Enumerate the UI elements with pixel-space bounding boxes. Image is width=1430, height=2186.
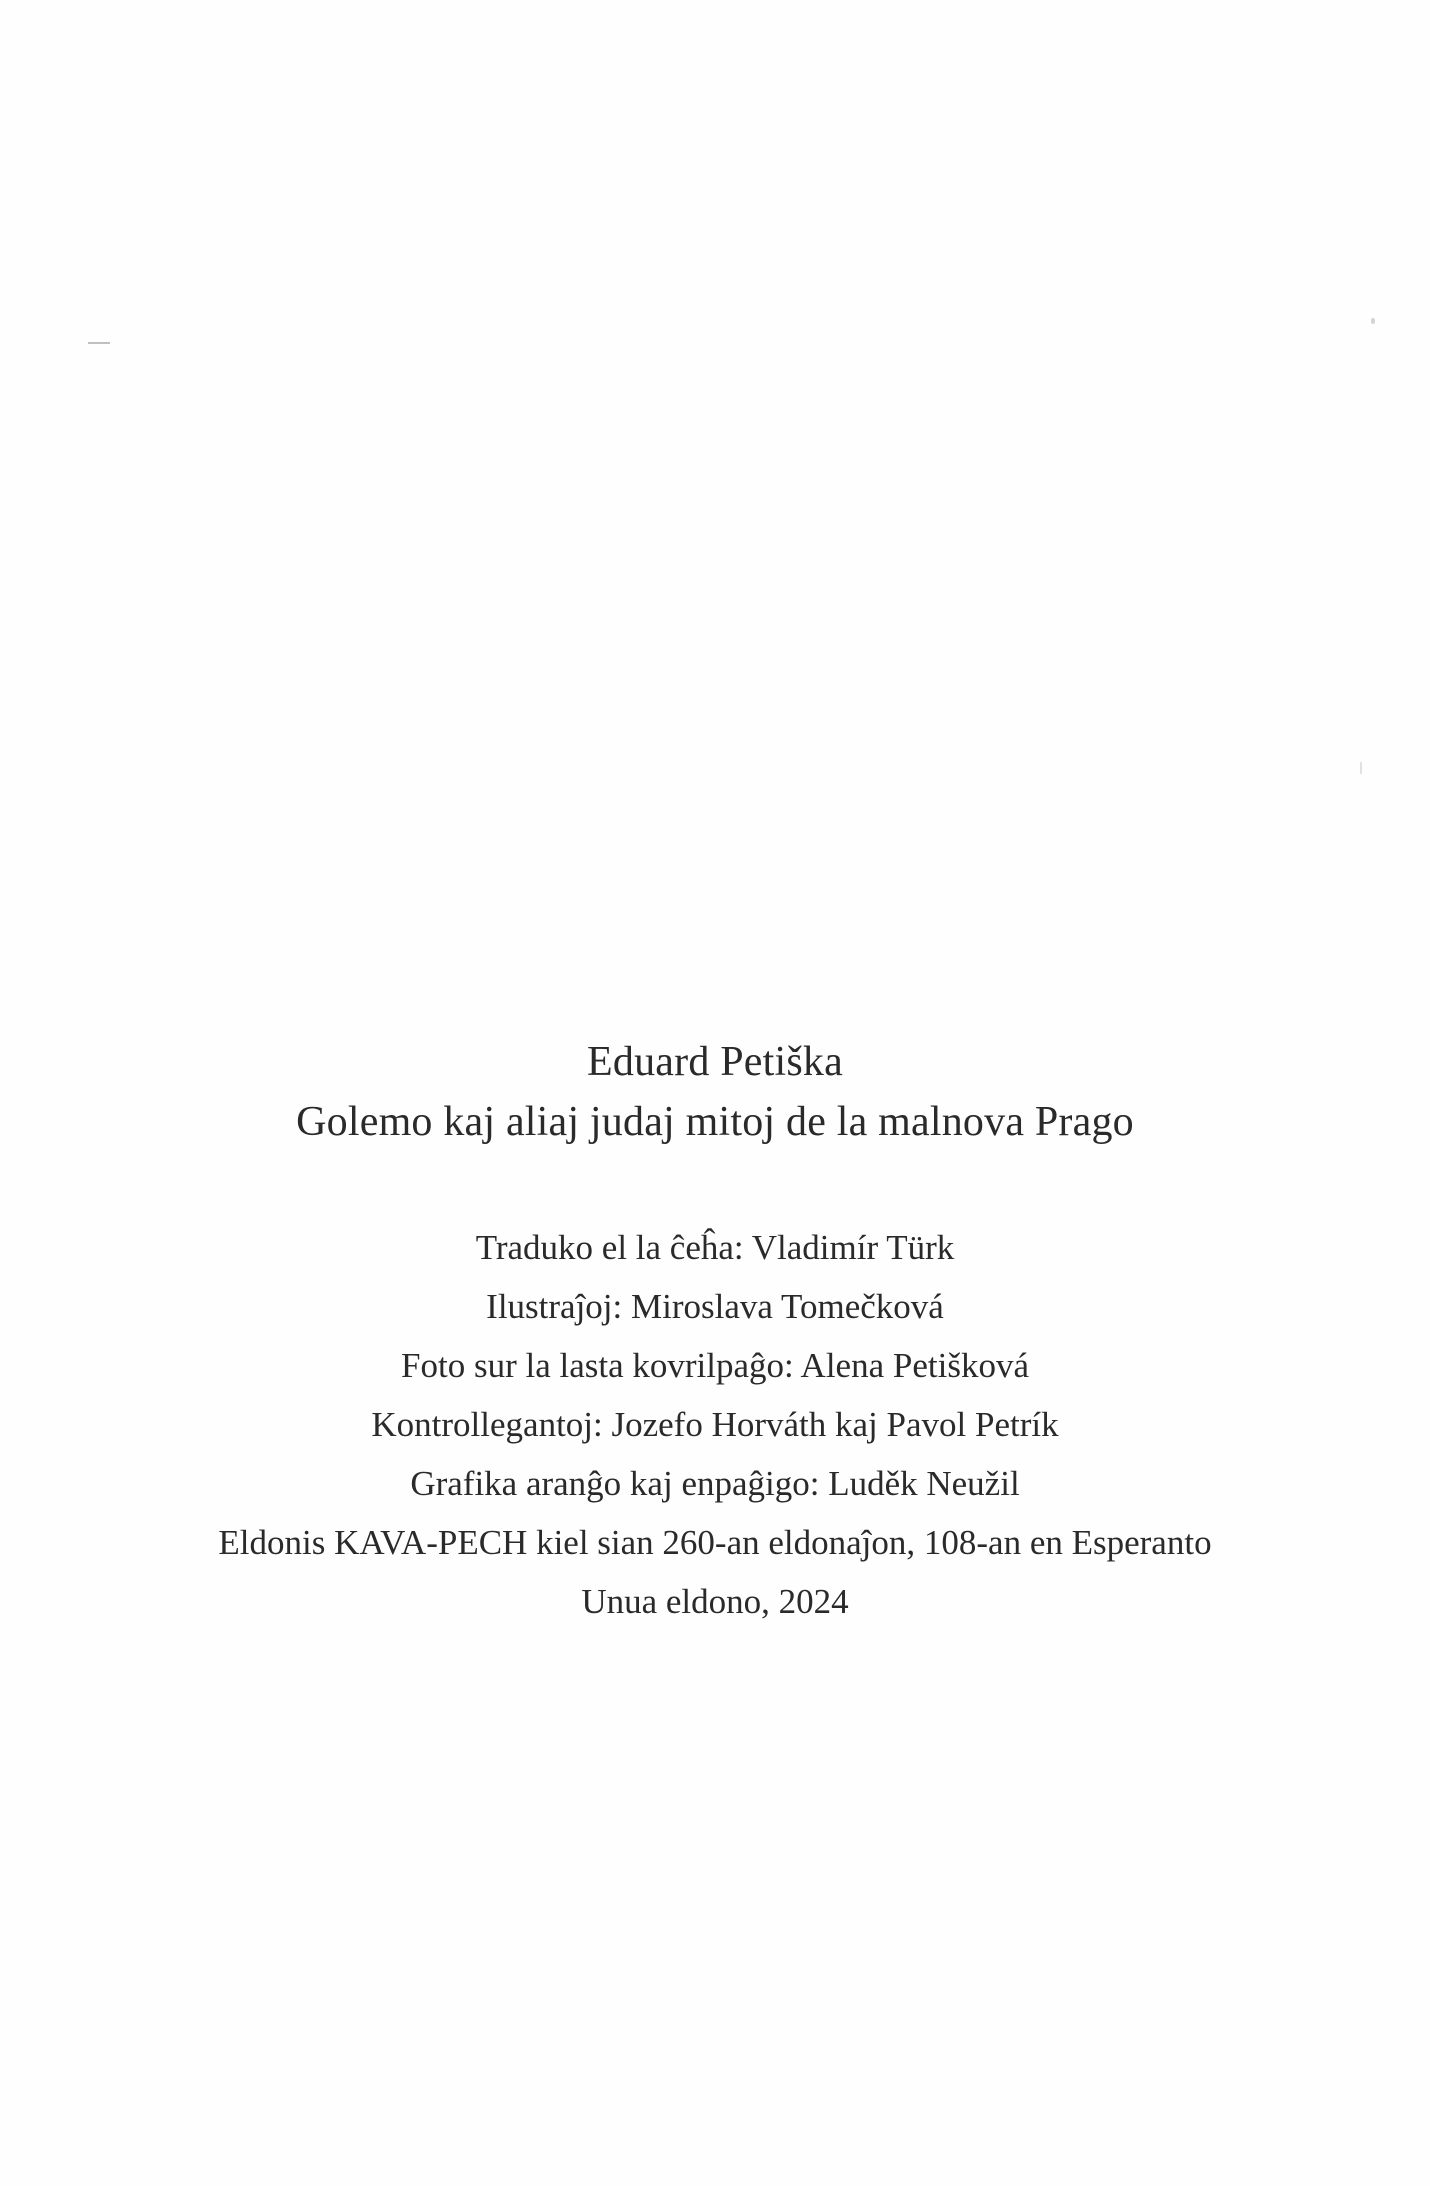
translator-credit: Traduko el la ĉeĥa: Vladimír Türk xyxy=(475,1228,955,1267)
scan-speck xyxy=(88,342,110,344)
scan-speck xyxy=(1371,318,1375,324)
edition-line: Unua eldono, 2024 xyxy=(581,1582,849,1621)
layout-credit: Grafika aranĝo kaj enpaĝigo: Luděk Neužil xyxy=(410,1464,1020,1503)
photo-credit: Foto sur la lasta kovrilpaĝo: Alena Petišková xyxy=(401,1346,1029,1385)
scan-speck xyxy=(1360,762,1362,774)
author-name: Eduard Petiška xyxy=(587,1039,843,1085)
publisher-line: Eldonis KAVA-PECH kiel sian 260-an eldonaĵon, 108-an en Esperanto xyxy=(218,1523,1212,1562)
book-title: Golemo kaj aliaj judaj mitoj de la malnova Prago xyxy=(296,1099,1134,1145)
illustrator-credit: Ilustraĵoj: Miroslava Tomečková xyxy=(486,1287,944,1326)
colophon xyxy=(0,1218,1430,1631)
title-block xyxy=(0,1032,1430,1152)
proofreaders-credit: Kontrollegantoj: Jozefo Horváth kaj Pavol Petrík xyxy=(371,1405,1059,1444)
